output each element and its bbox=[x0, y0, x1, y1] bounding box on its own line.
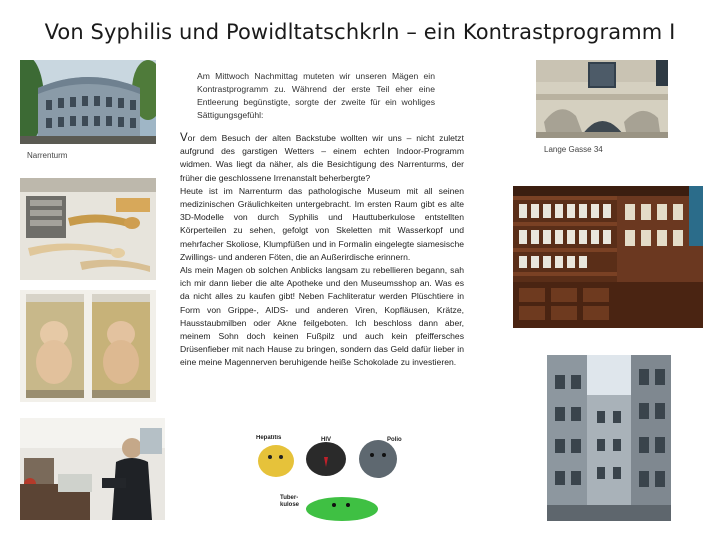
paragraph-1 bbox=[180, 132, 464, 185]
plush-viruses-image bbox=[254, 435, 404, 525]
drop-cap: V bbox=[180, 132, 188, 144]
caption-lange-gasse: Lange Gasse 34 bbox=[544, 145, 603, 154]
label-hiv: HIV bbox=[321, 437, 332, 443]
label-hepatitis: Hepatitis bbox=[256, 435, 282, 441]
caption-narrenturm: Narrenturm bbox=[27, 151, 68, 160]
paragraph-2: Heute ist im Narrenturm das pathologische Museum mit all seinen medizinischen Gräulichkeiten untergebracht. Im ersten Raum gibt es alte 3D-Modelle von durch Syphilis und Hauttuberkulose entstellten Körperteilen zu sehen, gefolgt von Skeletten mit Wasserkopf und mehrfacher Skoliose, Klumpfüßen und in Formalin eingelegte siamesische Zwillings- und anderen Föten, die an Außerirdische erinnern. bbox=[180, 185, 464, 262]
lange-gasse-facade-photo bbox=[536, 60, 668, 138]
narrenturm-photo bbox=[20, 60, 156, 144]
label-tuberkulose-line2: kulose bbox=[280, 502, 300, 508]
formalin-jars-photo bbox=[20, 290, 156, 402]
label-polio: Polio bbox=[387, 437, 402, 443]
paragraph-3: Als mein Magen ob solchen Anblicks langsam zu rebellieren begann, sah ich mir dann lieber die alte Apotheke und den Museumsshop an. Was es da nicht alles zu kaufen gibt! Neben Fachliteratur werden Plüschtiere in Form von Grippe-, AIDS- und anderen Viren, Kopfläusen, Krätze, Hausstaubmilben oder Akne feilgeboten. Ich beschloss dann aber, meinem Sohn doch keinen Fußpilz und auch kein pfeiffersches Drüsenfieber mit nach Hause zu bringen, sondern das Geld dafür lieber in eine meine Magennerven beruhigende heiße Schokolade zu investieren. bbox=[180, 265, 464, 368]
intro-paragraph: Am Mittwoch Nachmittag muteten wir unseren Mägen ein Kontrastprogramm zu. Während der erste Teil eher eine Entleerung begünstigte, sorgte der zweite für ein wohliges Sättigungsgefühl: bbox=[197, 71, 435, 120]
seated-figure-photo bbox=[20, 418, 165, 520]
label-tuberkulose bbox=[280, 495, 299, 509]
label-tuberkulose-line1: Tuber- bbox=[280, 495, 299, 501]
bones-display-photo bbox=[20, 178, 156, 280]
body-text bbox=[180, 132, 464, 370]
page-title: Von Syphilis und Powidltatschkrln – ein Kontrastprogramm I bbox=[44, 20, 676, 44]
hepatitis-plush bbox=[258, 445, 294, 477]
old-pharmacy-photo bbox=[513, 186, 703, 328]
paragraph-1-text: or dem Besuch der alten Backstube wollten wir uns – nicht zuletzt aufgrund des garstigen Wetters – einem echten Indoor-Programm widmen. Was liegt da näher, als die Besichtigung des Narrenturms, der früher die geschlossene Irrenanstalt beherbergte? bbox=[180, 133, 464, 183]
tuberkulose-plush bbox=[306, 497, 378, 521]
courtyard-photo bbox=[547, 355, 671, 521]
polio-plush bbox=[359, 440, 397, 478]
